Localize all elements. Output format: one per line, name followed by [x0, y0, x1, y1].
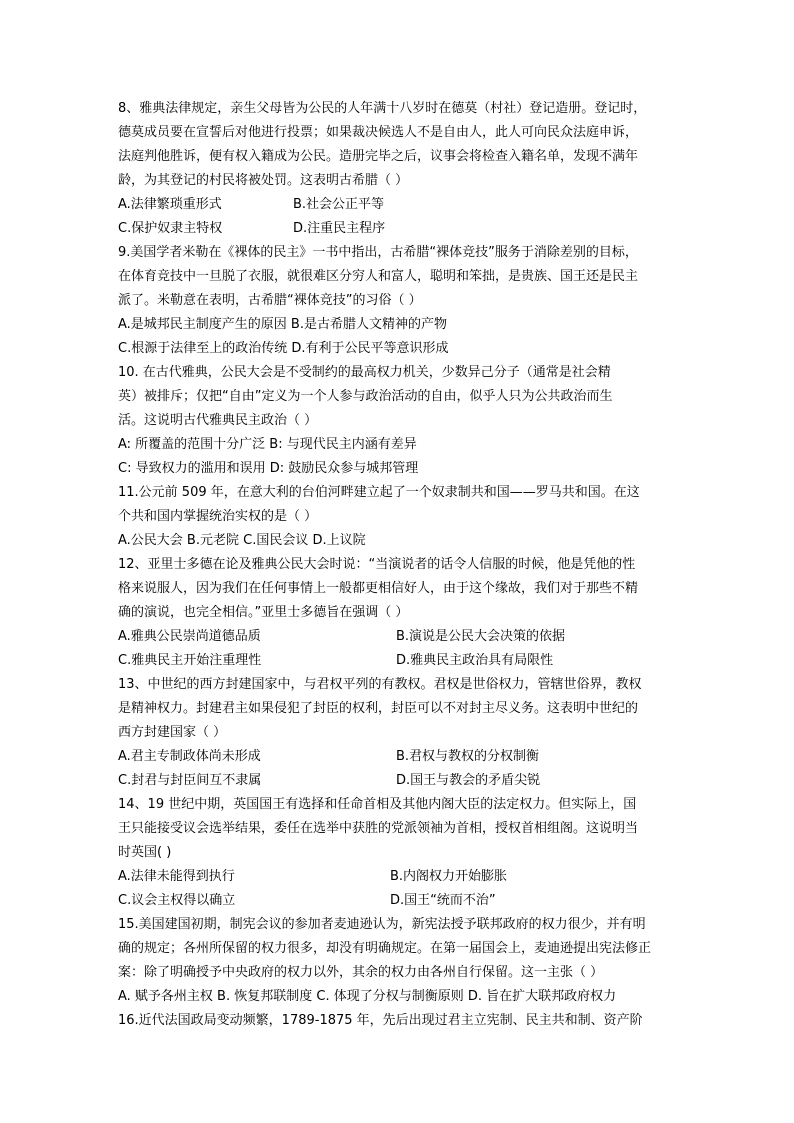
option-row: [118, 220, 684, 238]
question-text-line: 龄，为其登记的村民将被处罚。这表明古希腊（ ）: [118, 173, 409, 188]
option-b: B.社会公正平等: [293, 197, 385, 212]
question-text-line: 确的规定；各州所保留的权力很多，却没有明确规定。在第一届国会上，麦迪逊提出宪法修正: [118, 941, 652, 956]
question-text-line: 王只能接受议会选举结果，委任在选举中获胜的党派领袖为首相，授权首相组阁。这说明当: [118, 821, 639, 836]
question-text-line: 派了。米勒意在表明，古希腊“裸体竞技”的习俗（ ）: [118, 293, 422, 308]
option-row: [118, 340, 684, 358]
option-c: C.保护奴隶主特权: [118, 221, 223, 236]
option-row: [118, 772, 684, 790]
option-row: [118, 316, 684, 334]
question-text-line: 15.美国建国初期，制宪会议的参加者麦迪逊认为，新宪法授予联邦政府的权力很少，并有明: [118, 917, 646, 932]
question-text-line: 8、雅典法律规定，亲生父母皆为公民的人年满十八岁时在德莫（村社）登记造册。登记时，: [118, 101, 647, 116]
question-text-line: 12、亚里士多德在论及雅典公民大会时说：“当演说者的话令人信服的时候，他是凭他的性: [118, 557, 636, 572]
option-line: A. 赋予各州主权 B. 恢复邦联制度 C. 体现了分权与制衡原则 D. 旨在扩大联邦政府权力: [118, 989, 617, 1004]
question-text-line: 德莫成员要在宣誓后对他进行投票；如果裁决候选人不是自由人，此人可向民众法庭申诉，: [118, 125, 639, 140]
option-b: B.内阁权力开始膨胀: [390, 869, 508, 884]
option-row: [118, 460, 684, 478]
option-line: C: 导致权力的滥用和误用 D: 鼓励民众参与城邦管理: [118, 461, 419, 476]
option-row: [118, 988, 684, 1006]
option-row: [118, 652, 684, 670]
question-text-line: 14、19 世纪中期，英国国王有选择和任命首相及其他内阁大臣的法定权力。但实际上，国: [118, 797, 637, 812]
question-text-line: 时英国( ): [118, 845, 172, 860]
question-text-line: 16.近代法国政局变动频繁，1789-1875 年，先后出现过君主立宪制、民主共和制、资产阶: [118, 1013, 643, 1028]
question-text-line: 9.美国学者米勒在《裸体的民主》一书中指出，古希腊“裸体竞技”服务于消除差别的目标，: [118, 245, 638, 260]
option-a: A.君主专制政体尚未形成: [118, 749, 261, 764]
option-a: A.法律未能得到执行: [118, 869, 235, 884]
option-c: C.议会主权得以确立: [118, 893, 236, 908]
option-row: [118, 748, 684, 766]
option-row: [118, 436, 684, 454]
question-text-line: 是精神权力。封建君主如果侵犯了封臣的权利，封臣可以不对封主尽义务。这表明中世纪的: [118, 701, 639, 716]
option-row: [118, 868, 684, 886]
question-text-line: 案：除了明确授予中央政府的权力以外，其余的权力由各州自行保留。这一主张（ ）: [118, 965, 604, 980]
question-text-line: 在体育竞技中一旦脱了衣服，就很难区分穷人和富人，聪明和笨拙，是贵族、国王还是民主: [118, 269, 639, 284]
question-text-line: 确的演说，也完全相信。”亚里士多德旨在强调（ ）: [118, 605, 409, 620]
option-row: [118, 196, 684, 214]
option-a: A.法律繁琐重形式: [118, 197, 222, 212]
question-text-line: 10. 在古代雅典，公民大会是不受制约的最高权力机关，少数异己分子（通常是社会精: [118, 365, 611, 380]
option-line: A: 所覆盖的范围十分广泛 B: 与现代民主内涵有差异: [118, 437, 417, 452]
question-text-line: 13、中世纪的西方封建国家中，与君权平列的有教权。君权是世俗权力，管辖世俗界，教权: [118, 677, 642, 692]
option-d: D.注重民主程序: [293, 221, 386, 236]
option-d: D.雅典民主政治具有局限性: [396, 653, 554, 668]
option-line: A.公民大会 B.元老院 C.国民会议 D.上议院: [118, 533, 366, 548]
option-line: C.根源于法律至上的政治传统 D.有利于公民平等意识形成: [118, 341, 449, 356]
option-row: [118, 628, 684, 646]
question-text-line: 格来说服人，因为我们在任何事情上一般都更相信好人，由于这个缘故，我们对于那些不精: [118, 581, 639, 596]
option-row: [118, 532, 684, 550]
question-text-line: 英）被排斥；仅把“自由”定义为一个人参与政治活动的自由，似乎人只为公共政治而生: [118, 389, 613, 404]
question-text-line: 11.公元前 509 年，在意大利的台伯河畔建立起了一个奴隶制共和国——罗马共和国。在这: [118, 485, 640, 500]
question-text-line: 个共和国内掌握统治实权的是（ ）: [118, 509, 318, 524]
option-c: C.雅典民主开始注重理性: [118, 653, 262, 668]
option-b: B.演说是公民大会决策的依据: [396, 629, 566, 644]
option-line: A.是城邦民主制度产生的原因 B.是古希腊人文精神的产物: [118, 317, 447, 332]
option-row: [118, 892, 684, 910]
option-d: D.国王与教会的矛盾尖锐: [396, 773, 541, 788]
option-a: A.雅典公民崇尚道德品质: [118, 629, 261, 644]
question-text-line: 法庭判他胜诉，便有权入籍成为公民。造册完毕之后，议事会将检查入籍名单，发现不满年: [118, 149, 639, 164]
option-b: B.君权与教权的分权制衡: [396, 749, 540, 764]
option-c: C.封君与封臣间互不隶属: [118, 773, 262, 788]
question-text-line: 活。这说明古代雅典民主政治（ ）: [118, 413, 318, 428]
question-text-line: 西方封建国家（ ）: [118, 725, 227, 740]
option-d: D.国王“统而不治”: [390, 893, 496, 908]
